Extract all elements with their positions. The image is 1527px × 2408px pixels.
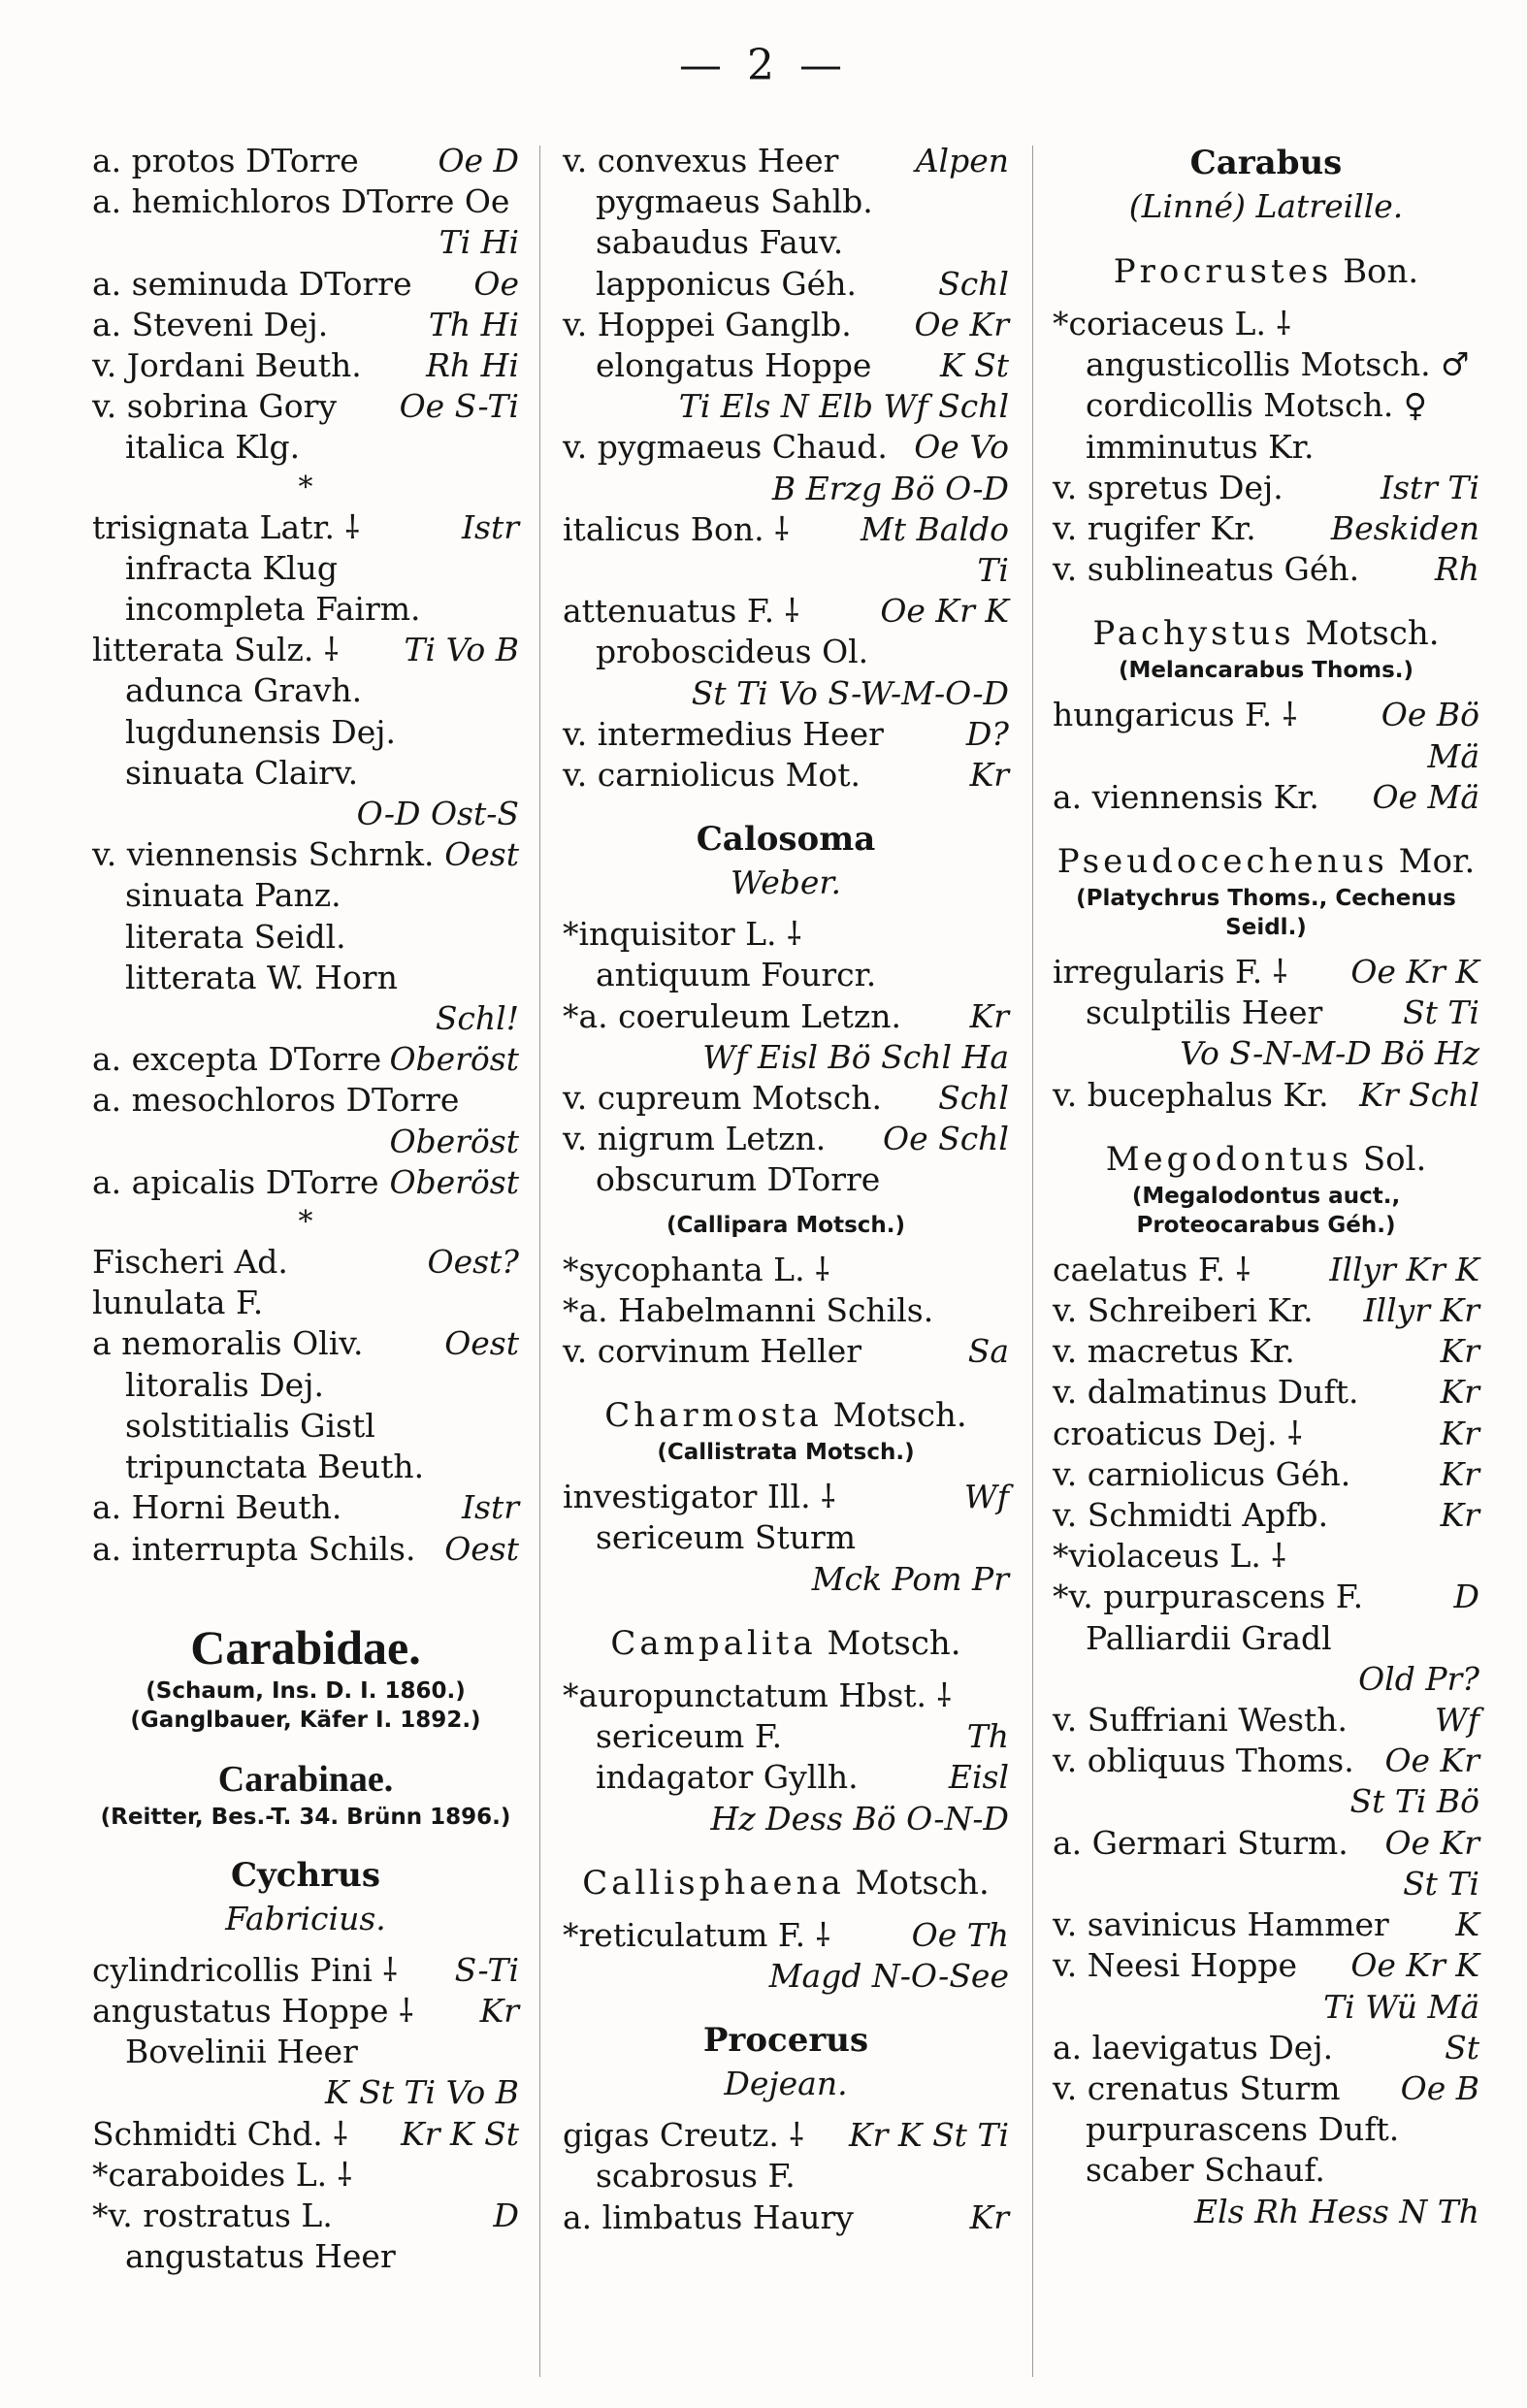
entry-line: *violaceus L. ⸸ <box>1053 1537 1286 1576</box>
entry-line: litterata Sulz. ⸸ Ti Vo B <box>92 631 519 669</box>
entry-line: a. viennensis Kr. Oe Mä <box>1053 777 1479 816</box>
entry-line: imminutus Kr. <box>1086 427 1315 466</box>
subgenus-note: (Melancarabus Thoms.) <box>1118 658 1414 684</box>
entry-line: a nemoralis Oliv. Oest <box>92 1324 519 1363</box>
entry-line: Palliardii Gradl <box>1086 1618 1332 1657</box>
entry-line: a. protos DTorre Oe D <box>92 142 519 179</box>
entry-line: sinuata Panz. <box>125 876 341 915</box>
entry-line: adunca Gravh. <box>125 671 363 710</box>
entry-line: investigator Ill. ⸸ Wf <box>563 1478 1009 1516</box>
entry-line: lugdunensis Dej. <box>125 712 396 751</box>
entry-line: Ti Wü Mä <box>1323 1987 1479 2026</box>
entry-line: angusticollis Motsch. ♂ <box>1086 345 1470 384</box>
entry-line: v. Neesi Hoppe Oe Kr K <box>1053 1946 1479 1985</box>
entry-line: v. bucephalus Kr. Kr Schl <box>1053 1075 1479 1114</box>
entry-line: pygmaeus Sahlb. <box>596 182 873 221</box>
entry-line: v. rugifer Kr. Beskiden <box>1053 509 1479 548</box>
entry-line: *v. purpurascens F. D <box>1053 1578 1479 1616</box>
entry-line: lunulata F. <box>92 1284 264 1322</box>
entry-line: Schl! <box>435 999 519 1038</box>
entry-line: v. Jordani Beuth. Rh Hi <box>92 346 519 385</box>
entry-line: v. spretus Dej. Istr Ti <box>1053 468 1479 506</box>
entry-line: v. Schreiberi Kr. Illyr Kr <box>1053 1291 1479 1330</box>
entry-line: Bovelinii Heer <box>125 2033 358 2071</box>
entry-line: scaber Schauf. <box>1086 2151 1325 2190</box>
entry-line: v. pygmaeus Chaud. Oe Vo <box>563 428 1009 467</box>
entry-line: cordicollis Motsch. ♀ <box>1086 386 1427 425</box>
column-1 <box>92 141 519 2277</box>
entry-line: a. Germari Sturm. Oe Kr <box>1053 1823 1479 1862</box>
entry-line: Magd N-O-See <box>768 1956 1009 1995</box>
column-divider-right <box>1032 146 1033 2377</box>
family-heading: Carabidae. <box>190 1619 421 1675</box>
entry-line: *a. Habelmanni Schils. <box>563 1290 934 1329</box>
entry-line: croaticus Dej. ⸸ Kr <box>1053 1414 1479 1452</box>
entry-line: incompleta Fairm. <box>125 590 421 629</box>
entry-line: a. excepta DTorre Oberöst <box>92 1040 519 1079</box>
entry-line: sericeum F. Th <box>596 1717 1009 1756</box>
entry-line: Wf Eisl Bö Schl Ha <box>702 1037 1009 1076</box>
entry-line: Mä <box>1427 736 1479 775</box>
section-asterisk: * <box>298 470 313 504</box>
family-reference: (Schaum, Ins. D. I. 1860.) <box>146 1677 466 1704</box>
entry-line: St Ti Vo S-W-M-O-D <box>691 673 1009 712</box>
entry-line: sabaudus Fauv. <box>596 223 844 262</box>
entry-line: v. cupreum Motsch. Schl <box>563 1079 1009 1118</box>
entry-line: italica Klg. <box>125 428 301 467</box>
entry-line: Fischeri Ad. Oest? <box>92 1243 519 1282</box>
entry-line: hungaricus F. ⸸ Oe Bö <box>1053 696 1479 734</box>
entry-line: antiquum Fourcr. <box>596 956 877 994</box>
entry-line: a. laevigatus Dej. St <box>1053 2028 1479 2066</box>
section-asterisk: * <box>298 1205 313 1240</box>
column-3 <box>1053 141 1479 2232</box>
entry-line: Oberöst <box>389 1122 519 1160</box>
entry-line: cylindricollis Pini ⸸ S-Ti <box>92 1950 519 1989</box>
entry-line: v. viennensis Schrnk. Oest <box>92 835 519 874</box>
entry-line: litoralis Dej. <box>125 1365 324 1404</box>
entry-line: v. dalmatinus Duft. Kr <box>1053 1373 1479 1412</box>
entry-line: litterata W. Horn <box>125 958 398 996</box>
entry-line: angustatus Heer <box>125 2237 396 2276</box>
entry-line: trisignata Latr. ⸸ Istr <box>92 507 519 546</box>
entry-line: a. hemichloros DTorre Oe <box>92 182 510 221</box>
entry-line: a. Steveni Dej. Th Hi <box>92 305 519 343</box>
entry-line: purpurascens Duft. <box>1086 2110 1400 2149</box>
entry-line: *inquisitor L. ⸸ <box>563 915 802 954</box>
entry-line: O-D Ost-S <box>356 795 519 833</box>
entry-line: lapponicus Géh. Schl <box>596 264 1009 303</box>
entry-line: a. Horni Beuth. Istr <box>92 1488 519 1527</box>
entry-line: *coriaceus L. ⸸ <box>1053 305 1291 342</box>
genus-heading: Calosoma <box>696 820 876 860</box>
entry-line: v. Schmidti Apfb. Kr <box>1053 1496 1479 1535</box>
entry-line: gigas Creutz. ⸸ Kr K St Ti <box>563 2116 1009 2155</box>
column-2 <box>563 141 1009 2238</box>
genus-heading: Campalita Motsch. <box>610 1623 961 1663</box>
genus-heading: Pachystus Motsch. <box>1092 614 1440 654</box>
entry-line: v. macretus Kr. Kr <box>1053 1332 1479 1371</box>
column-divider-left <box>539 146 540 2377</box>
genus-heading: Megodontus Sol. <box>1105 1139 1427 1179</box>
entry-line: Hz Dess Bö O-N-D <box>710 1799 1009 1838</box>
entry-line: Ti Hi <box>439 223 519 262</box>
genus-heading: Procerus <box>702 2021 869 2061</box>
subgenus-note: (Platychrus Thoms., Cechenus Seidl.) <box>1076 886 1456 941</box>
entry-line: italicus Bon. ⸸ Mt Baldo <box>563 509 1009 548</box>
entry-line: K St Ti Vo B <box>325 2073 519 2112</box>
entry-line: v. intermedius Heer D? <box>563 714 1009 753</box>
entry-line: v. nigrum Letzn. Oe Schl <box>563 1120 1009 1158</box>
entry-line: St Ti Bö <box>1349 1782 1479 1821</box>
entry-line: B Erzg Bö O-D <box>771 469 1009 507</box>
entry-line: Mck Pom Pr <box>811 1559 1009 1598</box>
genus-author: Dejean. <box>724 2065 848 2103</box>
entry-line: proboscideus Ol. <box>596 633 869 671</box>
entry-line: caelatus F. ⸸ Illyr Kr K <box>1053 1250 1479 1288</box>
subgenus-note: (Callistrata Motsch.) <box>657 1440 915 1466</box>
entry-line: infracta Klug <box>125 548 338 587</box>
entry-line: obscurum DTorre <box>596 1160 881 1199</box>
entry-line: v. Suffriani Westh. Wf <box>1053 1701 1479 1740</box>
entry-line: v. Hoppei Ganglb. Oe Kr <box>563 305 1009 343</box>
genus-heading: Procrustes Bon. <box>1113 252 1419 291</box>
entry-line: v. convexus Heer Alpen <box>563 142 1009 179</box>
entry-line: irregularis F. ⸸ Oe Kr K <box>1053 953 1479 992</box>
page-number: — 2 — <box>679 41 848 90</box>
entry-line: v. obliquus Thoms. Oe Kr <box>1053 1741 1479 1780</box>
entry-line: v. corvinum Heller Sa <box>563 1332 1009 1371</box>
entry-line: *a. coeruleum Letzn. Kr <box>563 996 1009 1035</box>
subfamily-reference: (Reitter, Bes.-T. 34. Brünn 1896.) <box>100 1804 511 1830</box>
genus-author: (Linné) Latreille. <box>1128 187 1404 225</box>
entry-line: angustatus Hoppe ⸸ Kr <box>92 1991 519 2030</box>
family-reference: (Ganglbauer, Käfer I. 1892.) <box>130 1707 481 1733</box>
entry-line: scabrosus F. <box>596 2157 796 2196</box>
entry-line: a. apicalis DTorre Oberöst <box>92 1162 519 1201</box>
entry-line: Ti <box>977 551 1009 590</box>
entry-line: v. sobrina Gory Oe S-Ti <box>92 387 519 426</box>
entry-line: a. limbatus Haury Kr <box>563 2197 1009 2236</box>
subfamily-heading: Carabinae. <box>217 1758 394 1800</box>
entry-line: *caraboides L. ⸸ <box>92 2155 353 2194</box>
entry-line: Ti Els N Elb Wf Schl <box>678 387 1009 426</box>
entry-line: tripunctata Beuth. <box>125 1448 425 1486</box>
entry-line: a. interrupta Schils. Oest <box>92 1529 519 1568</box>
genus-author: Weber. <box>730 863 842 902</box>
genus-author: Fabricius. <box>225 1899 386 1937</box>
genus-heading: Pseudocechenus Mor. <box>1056 842 1476 882</box>
entry-line: v. savinicus Hammer K <box>1053 1905 1479 1944</box>
entry-line: Els Rh Hess N Th <box>1194 2192 1479 2230</box>
entry-line: St Ti <box>1403 1864 1479 1903</box>
subgenus-note: (Callipara Motsch.) <box>666 1212 906 1238</box>
subgenus-note: (Megalodontus auct., Proteocarabus Géh.) <box>1131 1183 1401 1238</box>
entry-line: v. carniolicus Mot. Kr <box>563 756 1009 795</box>
entry-line: a. mesochloros DTorre <box>92 1081 460 1120</box>
genus-heading: Charmosta Motsch. <box>604 1396 967 1436</box>
entry-line: indagator Gyllh. Eisl <box>596 1758 1009 1797</box>
entry-line: elongatus Hoppe K St <box>596 346 1009 385</box>
entry-line: Old Pr? <box>1358 1659 1479 1698</box>
genus-heading: Callisphaena Motsch. <box>582 1863 990 1903</box>
entry-line: sculptilis Heer St Ti <box>1086 993 1479 1032</box>
entry-line: Vo S-N-M-D Bö Hz <box>1180 1034 1479 1073</box>
entry-line: sericeum Sturm <box>596 1518 857 1557</box>
entry-line: *v. rostratus L. D <box>92 2196 519 2234</box>
entry-line: sinuata Clairv. <box>125 753 359 792</box>
entry-line: *reticulatum F. ⸸ Oe Th <box>563 1915 1009 1954</box>
genus-heading: Cychrus <box>230 1855 380 1895</box>
entry-line: *sycophanta L. ⸸ <box>563 1250 830 1288</box>
entry-line: Schmidti Chd. ⸸ Kr K St <box>92 2114 519 2153</box>
entry-line: literata Seidl. <box>125 917 346 956</box>
entry-line: v. carniolicus Géh. Kr <box>1053 1454 1479 1493</box>
entry-line: a. seminuda DTorre Oe <box>92 264 519 303</box>
entry-line: solstitialis Gistl <box>125 1406 375 1445</box>
entry-line: v. crenatus Sturm Oe B <box>1053 2068 1479 2107</box>
genus-heading: Carabus <box>1189 144 1343 182</box>
entry-line: attenuatus F. ⸸ Oe Kr K <box>563 592 1009 631</box>
entry-line: *auropunctatum Hbst. ⸸ <box>563 1676 952 1714</box>
entry-line: v. sublineatus Géh. Rh <box>1053 550 1479 589</box>
